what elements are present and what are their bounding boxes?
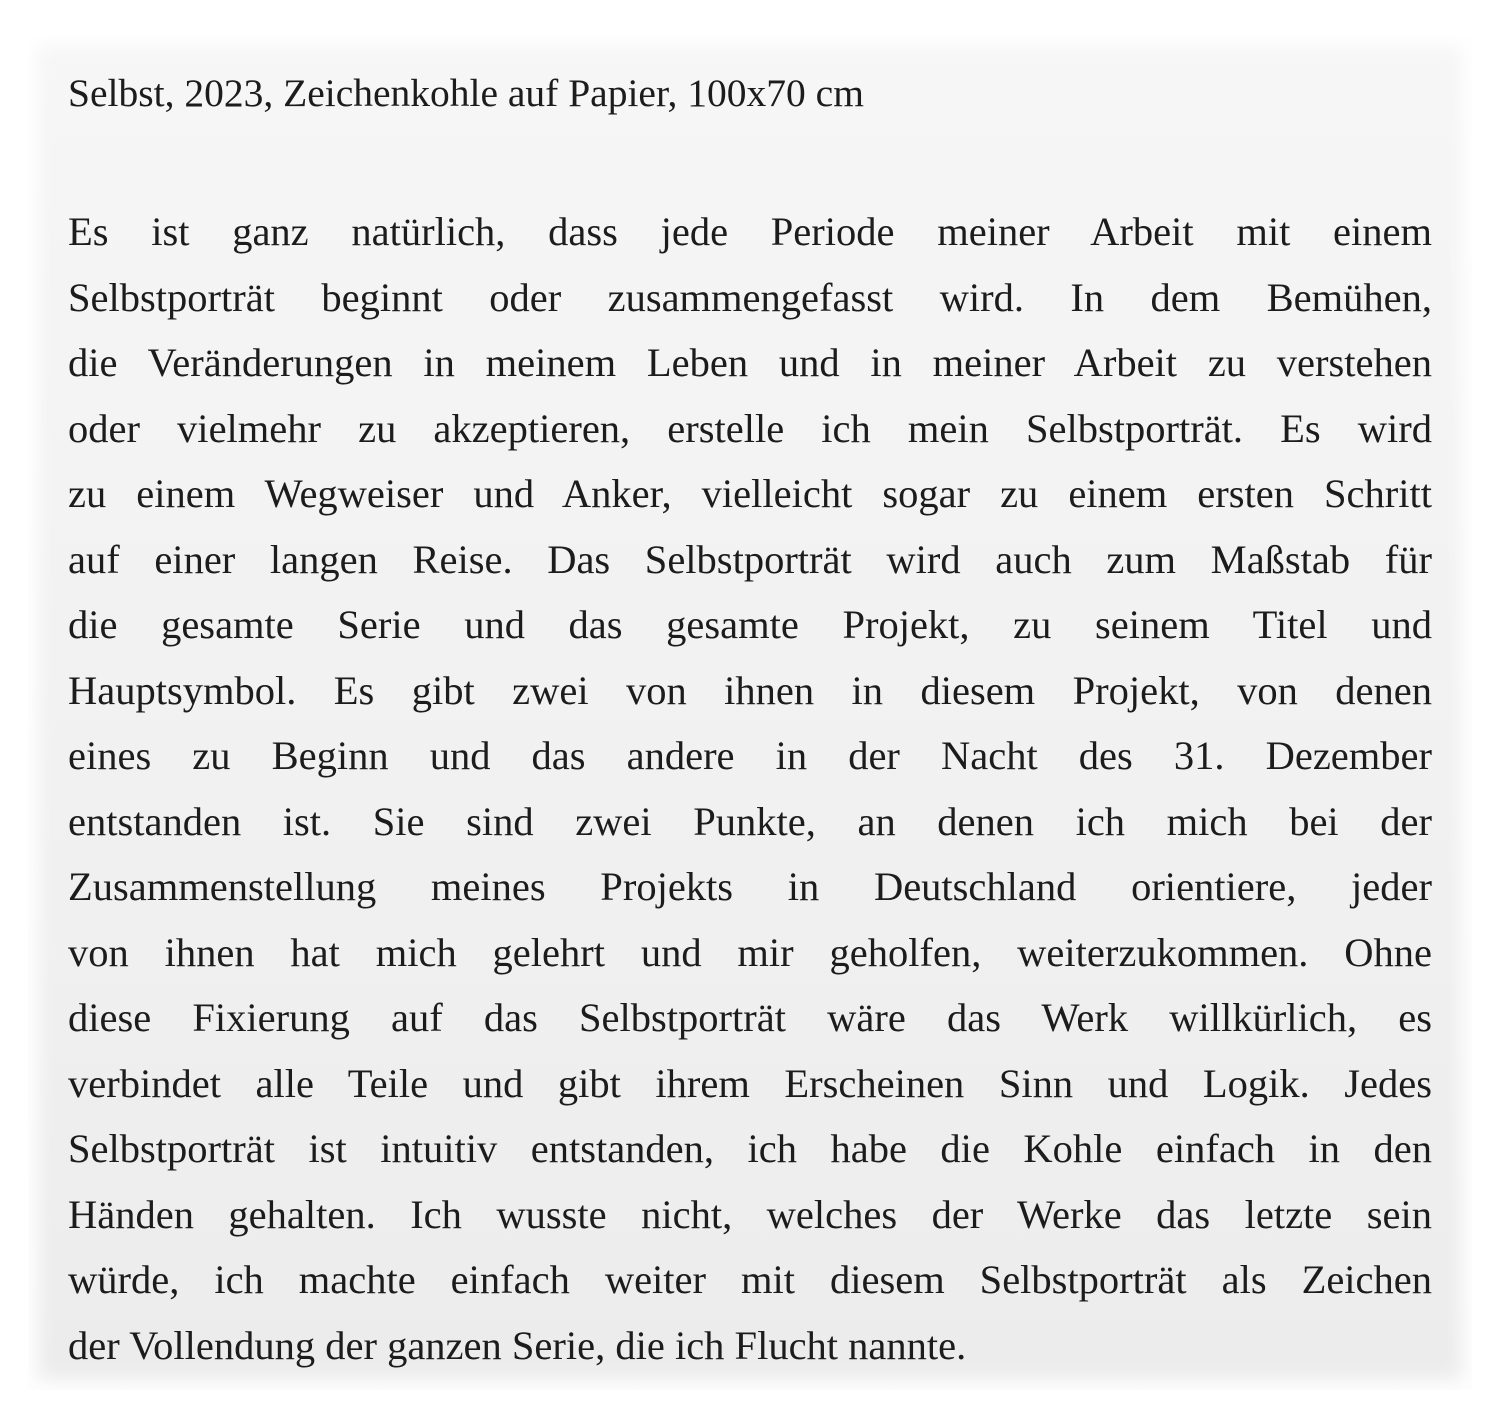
paragraph-line: zu einem Wegweiser und Anker, vielleicht sogar zu einem ersten Schritt	[68, 471, 1432, 516]
paragraph-line: Hauptsymbol. Es gibt zwei von ihnen in diesem Projekt, von denen	[68, 667, 1432, 713]
paragraph-line: diese Fixierung auf das Selbstporträt wäre das Werk willkürlich, es	[68, 995, 1432, 1040]
paragraph-line: Selbstporträt beginnt oder zusammengefasst wird. In dem Bemühen,	[68, 274, 1432, 320]
paragraph-line: entstanden ist. Sie sind zwei Punkte, an denen ich mich bei der	[68, 798, 1432, 844]
paragraph-line: eines zu Beginn und das andere in der Nacht des 31. Dezember	[68, 733, 1432, 778]
document-text	[68, 64, 1432, 1378]
body-paragraph	[68, 199, 1432, 1378]
paragraph-line: auf einer langen Reise. Das Selbstporträt wird auch zum Maßstab für	[68, 536, 1432, 582]
paragraph-line: von ihnen hat mich gelehrt und mir geholfen, weiterzukommen. Ohne	[68, 929, 1432, 975]
paragraph-line: Händen gehalten. Ich wusste nicht, welches der Werke das letzte sein	[68, 1191, 1432, 1237]
paragraph-line: die gesamte Serie und das gesamte Projekt, zu seinem Titel und	[68, 602, 1432, 647]
paragraph-line: die Veränderungen in meinem Leben und in meiner Arbeit zu verstehen	[68, 340, 1432, 385]
paragraph-line: Selbstporträt ist intuitiv entstanden, ich habe die Kohle einfach in den	[68, 1126, 1432, 1171]
paragraph-line: Es ist ganz natürlich, dass jede Periode meiner Arbeit mit einem	[68, 209, 1432, 254]
paragraph-line: verbindet alle Teile und gibt ihrem Erscheinen Sinn und Logik. Jedes	[68, 1060, 1432, 1106]
paragraph-line: würde, ich machte einfach weiter mit diesem Selbstporträt als Zeichen	[68, 1257, 1432, 1302]
paragraph-line: oder vielmehr zu akzeptieren, erstelle ich mein Selbstporträt. Es wird	[68, 405, 1432, 451]
artwork-caption: Selbst, 2023, Zeichenkohle auf Papier, 100x70 cm	[68, 71, 864, 115]
paragraph-line: der Vollendung der ganzen Serie, die ich Flucht nannte.	[68, 1322, 967, 1368]
paragraph-line: Zusammenstellung meines Projekts in Deutschland orientiere, jeder	[68, 864, 1432, 909]
